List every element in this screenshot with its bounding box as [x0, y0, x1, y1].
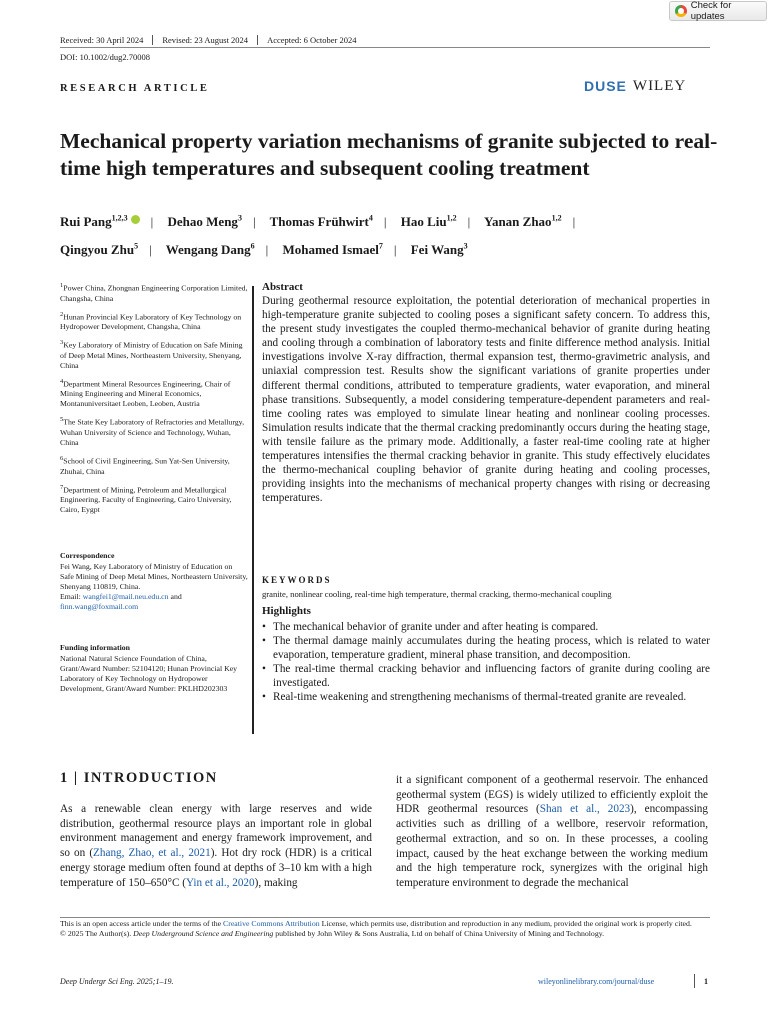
author[interactable]: Wengang Dang$^6$: [165, 241, 255, 257]
funding-information: [60, 643, 248, 700]
keywords-text: granite, nonlinear cooling, real-time high temperature, thermal cracking, thermo-mechanical coupling: [262, 589, 612, 599]
journal-publisher-logo: [584, 77, 710, 95]
orcid-icon[interactable]: [131, 215, 140, 224]
wiley-logo: WILEY: [632, 77, 687, 94]
check-updates-icon: [675, 5, 687, 17]
correspondence: [60, 551, 248, 618]
abstract-text: During geothermal resource exploitation, the potential deterioration of mechanical properties in high-temperature granite subjected to cooling poses a significant safety concern. To address this, the present study investigates the coupled thermo-mechanical behavior of granite during heating and cooling through a combination of laboratory tests and finite difference method analysis. Initial investigations involve X-ray diffraction, thermal expansion test, thermo-gravimetric analysis, and uniaxial compression test. Results show the significant variations of granite properties under different thermal conditions, attributed to temperature gradients, water evaporation, and mineral phase transitions. Subsequently, a model considering temperature-dependent parameters and real-time cooling rates was employed to simulate linear heating and nonlinear cooling processes. Simulation results indicate that the thermal cracking predominantly occurs during the heating stage, with tensile failure as the primary mode. Additionally, a faster real-time cooling rate at higher temperatures intensifies the thermal cracking behavior in granite. This study effectively elucidates the thermo-mechanical coupling behavior of granite during heating and cooling processes, providing insights into the mechanisms of mechanical property changes with rising or decreasing temperatures.: [262, 295, 710, 505]
check-updates-label: Check for updates: [690, 0, 732, 22]
publication-dates: [60, 35, 375, 45]
affiliation: $^3$Key Laboratory of Ministry of Education on Safe Mining of Deep Metal Mines, Northeastern University, Shenyang, China: [60, 339, 243, 370]
highlight-item: • The real-time thermal cracking behavior and influencing factors of granite during cooling are investigated.: [262, 662, 710, 690]
page-number: 1: [704, 977, 708, 986]
author[interactable]: Hao Liu$^{1,2}$: [400, 214, 457, 230]
email-link[interactable]: wangfei1@mail.neu.edu.cn: [82, 592, 169, 601]
affiliations: [60, 281, 248, 521]
journal-citation: Deep Undergr Sci Eng. 2025;1–19.: [60, 977, 174, 986]
article-title: Mechanical property variation mechanisms of granite subjected to real-time high temperatures and subsequent cooling treatment: [60, 129, 718, 180]
duse-logo: DUSE: [584, 78, 627, 94]
citation-link[interactable]: Zhang, Zhao, et al., 2021: [93, 847, 211, 860]
introduction-heading: 1 | INTRODUCTION: [60, 770, 218, 786]
accepted-date: Accepted: 6 October 2024: [267, 35, 357, 45]
author[interactable]: Thomas Frühwirt$^4$: [269, 214, 373, 230]
funding-text: National Natural Science Foundation of China, Grant/Award Number: 52104120; Hunan Provincial Key Laboratory of Key Technology on Hydropower Development, Grant/Award Number: PKLHD202303: [60, 654, 238, 693]
author[interactable]: Qingyou Zhu$^5$: [60, 241, 139, 257]
doi[interactable]: DOI: 10.1002/dug2.70008: [60, 52, 150, 62]
keywords-heading: KEYWORDS: [262, 575, 332, 585]
correspondence-text: Fei Wang, Key Laboratory of Ministry of Education on Safe Mining of Deep Metal Mines, Northeastern University, Shenyang 110819, China.: [60, 562, 248, 591]
highlight-item: • Real-time weakening and strengthening mechanisms of thermal-treated granite are revealed.: [262, 690, 710, 704]
article-type: RESEARCH ARTICLE: [60, 83, 210, 94]
highlight-item: • The thermal damage mainly accumulates during the heating process, which is related to water evaporation, temperature gradient, mineral phase transition, and decomposition.: [262, 634, 710, 662]
affiliation: $^2$Hunan Provincial Key Laboratory of Key Technology on Hydropower Development, Changsha, China: [60, 310, 242, 332]
check-for-updates-button[interactable]: [669, 1, 767, 21]
highlights-list: [262, 620, 710, 705]
introduction-right-column: it a significant component of a geothermal reservoir. The enhanced geothermal system (EGS) is widely utilized to efficiently exploit the HDR geothermal resources (Shan et al., 2023), encompassing activities such as drilling of a wellbore, reservoir reformation, geothermal extraction, and so on. In these processes, a cooling impact, caused by the heat exchange between the working medium and the high temperature rock, synergizes with the original high temperature environment to degrade the mechanical: [396, 774, 708, 889]
introduction-left-column: As a renewable clean energy with large reserves and wide distribution, geothermal resource plays an important role in global environment management and energy framework improvement, and so on (Zhang, Zhao, et al., 2021). Hot dry rock (HDR) is a critical energy storage medium often found at depths of 3–10 km with a high temperature of 150–650°C (Yin et al., 2020), making: [60, 803, 372, 889]
correspondence-heading: Correspondence: [60, 551, 115, 560]
correspondence-emails: Email: wangfei1@mail.neu.edu.cn and finn.wang@foxmail.com: [60, 592, 182, 611]
author[interactable]: Mohamed Ismael$^7$: [282, 241, 383, 257]
citation-link[interactable]: Shan et al., 2023: [539, 803, 631, 816]
affiliation: $^7$Department of Mining, Petroleum and Metallurgical Engineering, Faculty of Engineering, Cairo University, Cairo, Eygpt: [60, 483, 232, 515]
abstract-heading: Abstract: [262, 281, 303, 293]
author[interactable]: Yanan Zhao$^{1,2}$: [484, 214, 562, 230]
affiliation: $^6$School of Civil Engineering, Sun Yat-Sen University, Zhuhai, China: [60, 454, 230, 476]
affiliation: $^4$Department Mineral Resources Engineering, Chair of Mining Engineering and Mineral Economics, Montanuniversitaet Leoben, Leoben, Austria: [60, 377, 231, 409]
author[interactable]: Rui Pang$^{1,2,3}$: [60, 214, 140, 229]
funding-heading: Funding information: [60, 643, 130, 652]
citation-link[interactable]: Yin et al., 2020: [185, 876, 255, 889]
creative-commons-link[interactable]: Creative Commons Attribution: [223, 919, 320, 928]
license-divider: [60, 917, 710, 918]
affiliation: $^1$Power China, Zhongnan Engineering Corporation Limited, Changsha, China: [60, 282, 248, 303]
author[interactable]: Dehao Meng$^3$: [167, 214, 242, 230]
highlights-heading: Highlights: [262, 605, 311, 617]
header-divider: [60, 47, 710, 48]
revised-date: Revised: 23 August 2024: [162, 35, 258, 45]
author[interactable]: Fei Wang$^3$: [410, 241, 468, 257]
highlight-item: • The mechanical behavior of granite under and after heating is compared.: [262, 620, 710, 634]
email-link[interactable]: finn.wang@foxmail.com: [60, 602, 139, 611]
affiliation: $^5$The State Key Laboratory of Refractories and Metallurgy, Wuhan University of Science and Technology, Wuhan, China: [60, 416, 245, 447]
author-list: Rui Pang$^{1,2,3}$ | Dehao Meng$^3$ | Thomas Frühwirt$^4$ | Hao Liu$^{1,2}$ | Yanan Zhao$^{1,2}$ | Qingyou Zhu$^5$ | Wengang Dang$^6$ | Mohamed Ismael$^7$ | Fei Wang$^3$: [60, 214, 576, 257]
journal-url-link[interactable]: wileyonlinelibrary.com/journal/duse: [538, 977, 655, 986]
column-divider: [252, 286, 254, 734]
footer-divider: [694, 974, 695, 988]
license-notice: This is an open access article under the terms of the Creative Commons Attribution License, which permits use, distribution and reproduction in any medium, provided the original work is properly cited. © 2025 The Author(s). Deep Underground Science and Engineering published by John Wiley & Sons Australia, Ltd on behalf of China University of Mining and Technology.: [60, 919, 692, 938]
received-date: Received: 30 April 2024: [60, 35, 153, 45]
